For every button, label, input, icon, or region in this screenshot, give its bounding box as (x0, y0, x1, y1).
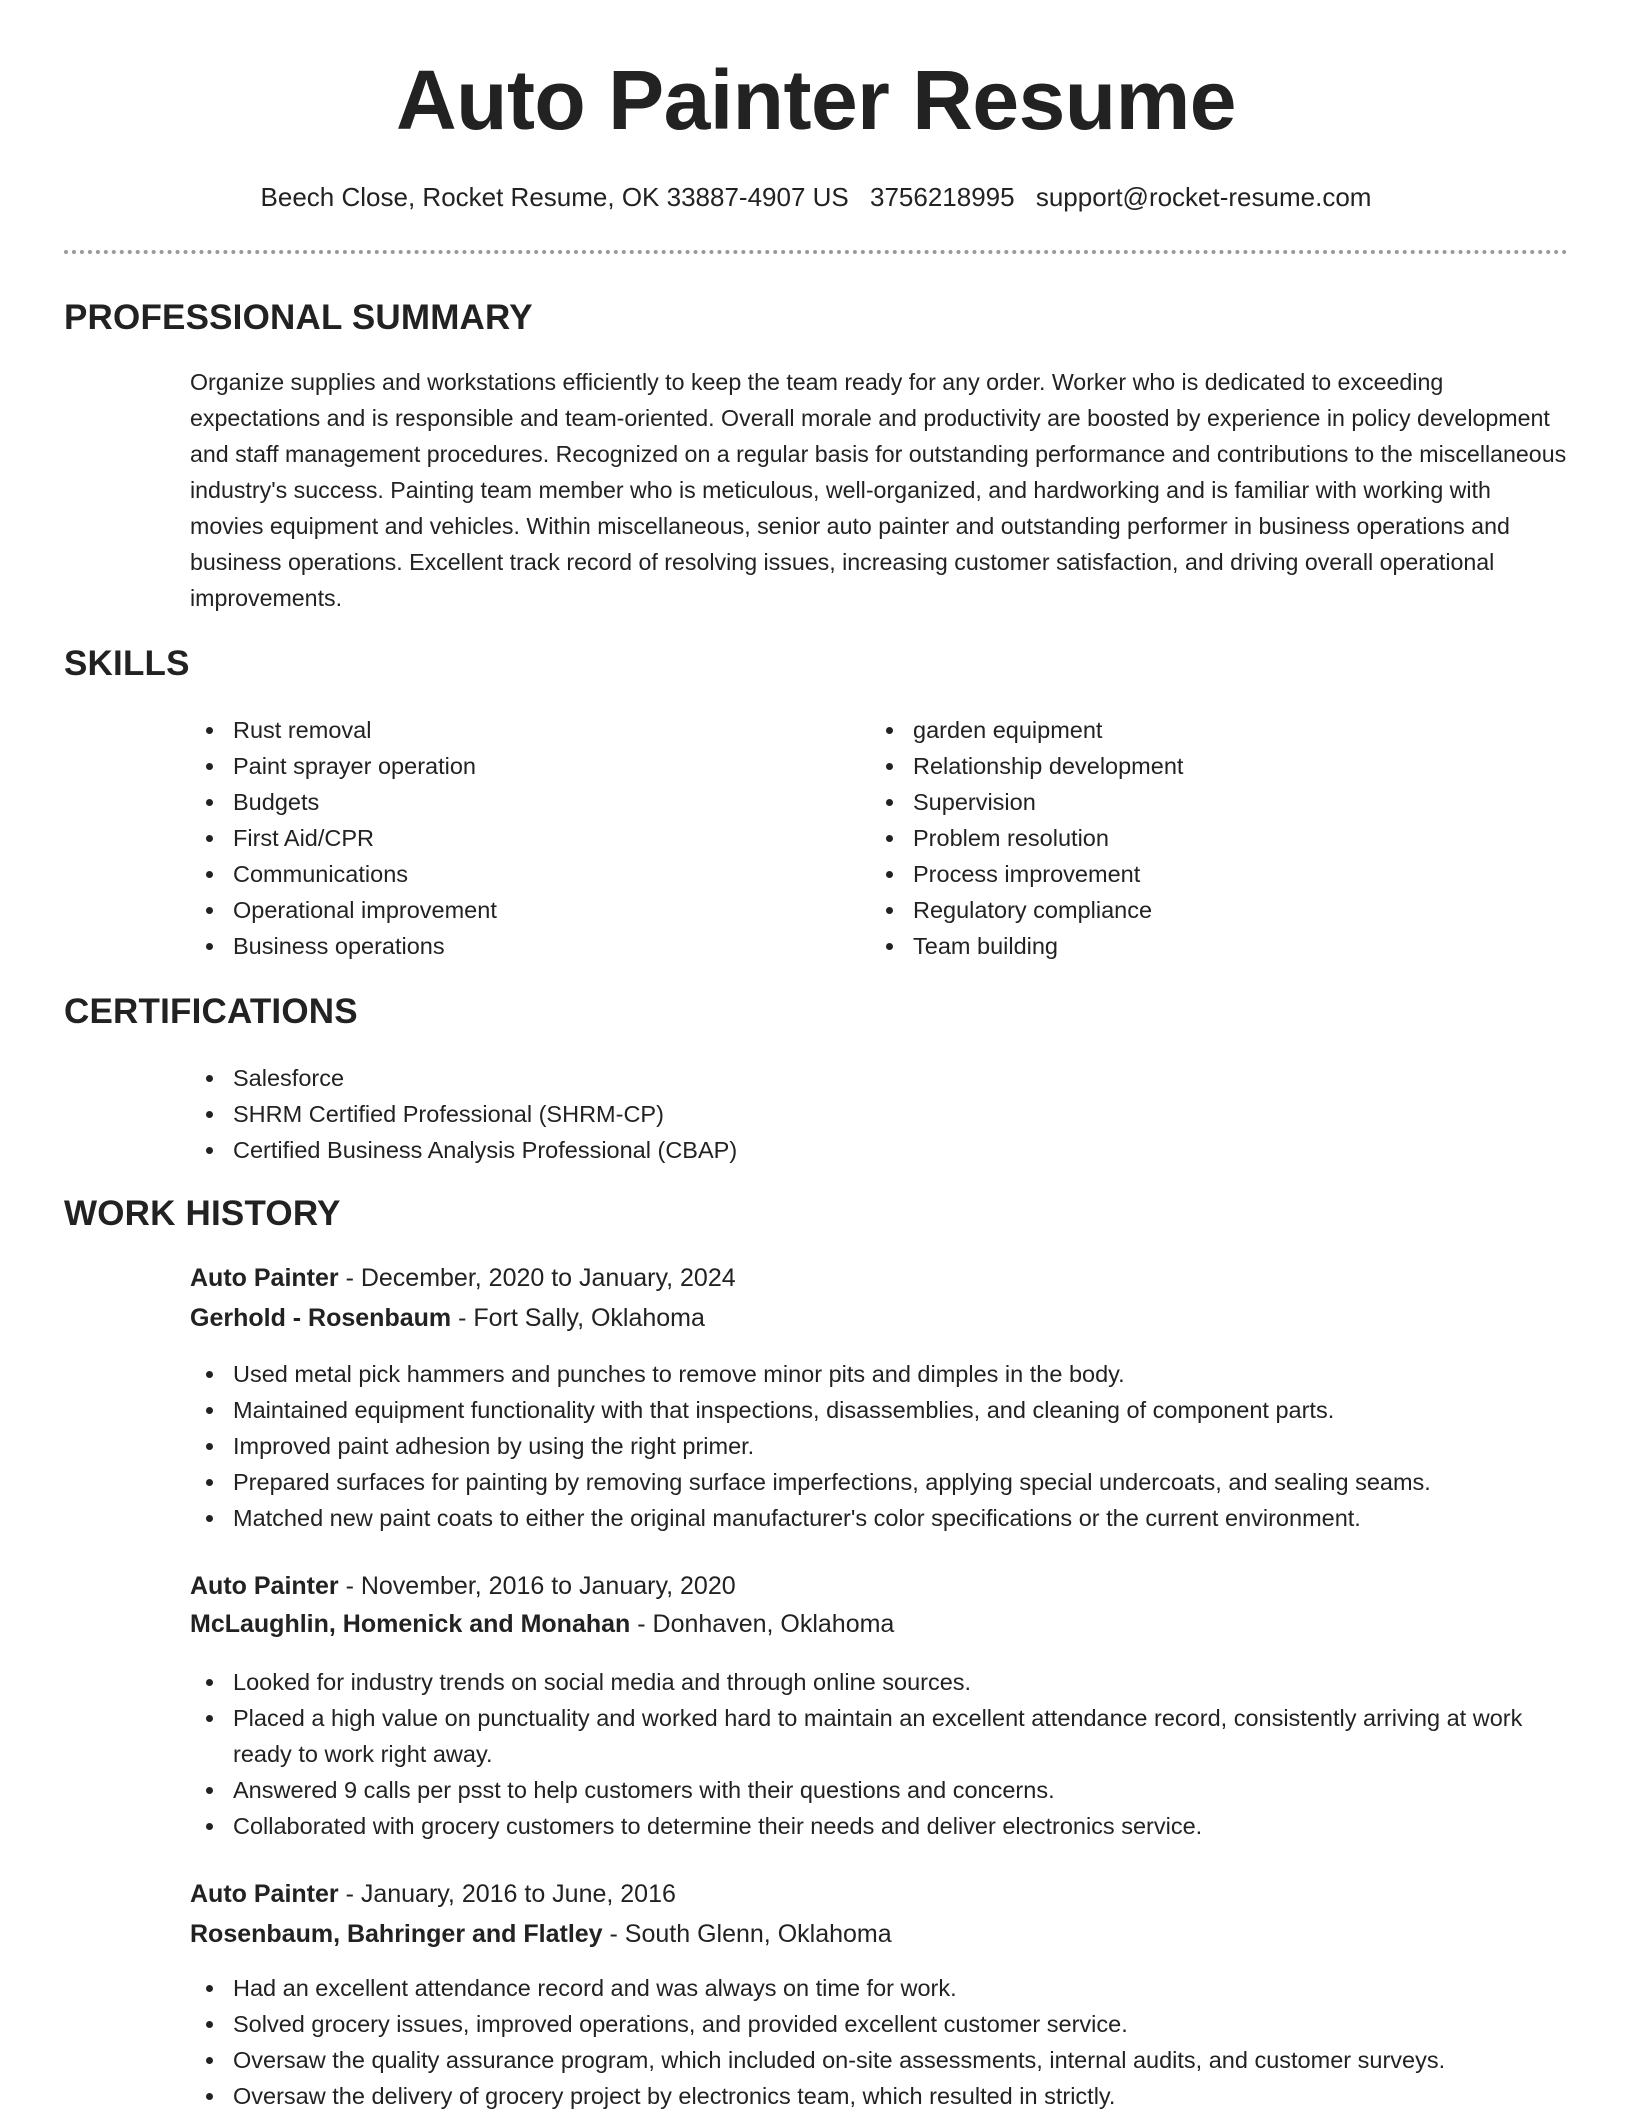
section-heading-work-history: WORK HISTORY (64, 1194, 341, 1233)
resume-title: Auto Painter Resume (395, 53, 1236, 147)
list-item: Communications (190, 856, 830, 892)
list-item: garden equipment (870, 712, 1510, 748)
list-item: Salesforce (190, 1060, 1570, 1096)
contact-line (0, 182, 1632, 213)
job-company: McLaughlin, Homenick and Monahan (190, 1610, 631, 1638)
list-item: Relationship development (870, 748, 1510, 784)
contact-address: Beech Close, Rocket Resume, OK 33887-4907 US (260, 182, 849, 212)
list-item: Had an excellent attendance record and was always on time for work. (190, 1970, 1570, 2006)
list-item: First Aid/CPR (190, 820, 830, 856)
certifications-list (190, 1060, 1570, 1168)
section-heading-skills: SKILLS (64, 644, 190, 683)
job-company-line (190, 1610, 894, 1639)
job-bullets (190, 1664, 1570, 1844)
list-item: Maintained equipment functionality with that inspections, disassemblies, and cleaning of component parts. (190, 1392, 1570, 1428)
list-item: Improved paint adhesion by using the right primer. (190, 1428, 1570, 1464)
job-dates: - December, 2020 to January, 2024 (338, 1264, 736, 1292)
list-item: Team building (870, 928, 1510, 964)
list-item: Process improvement (870, 856, 1510, 892)
list-item: Looked for industry trends on social media and through online sources. (190, 1664, 1570, 1700)
contact-phone: 3756218995 (869, 182, 1015, 212)
job-company: Gerhold - Rosenbaum (190, 1304, 452, 1332)
list-item: Solved grocery issues, improved operations, and provided excellent customer service. (190, 2006, 1570, 2042)
list-item: Operational improvement (190, 892, 830, 928)
list-item: Regulatory compliance (870, 892, 1510, 928)
job-company: Rosenbaum, Bahringer and Flatley (190, 1920, 603, 1948)
list-item: Supervision (870, 784, 1510, 820)
job-bullets (190, 1970, 1570, 2114)
list-item: Budgets (190, 784, 830, 820)
contact-email: support@rocket-resume.com (1035, 182, 1372, 212)
job-title-line (190, 1264, 736, 1293)
skills-list-left (190, 712, 830, 964)
job-bullets (190, 1356, 1570, 1536)
list-item: Business operations (190, 928, 830, 964)
section-heading-summary: PROFESSIONAL SUMMARY (64, 298, 533, 337)
job-title: Auto Painter (190, 1572, 339, 1600)
job-dates: - November, 2016 to January, 2020 (338, 1572, 736, 1600)
job-title: Auto Painter (190, 1880, 339, 1908)
job-title-line (190, 1572, 736, 1601)
list-item: Matched new paint coats to either the original manufacturer's color specifications or the current environment. (190, 1500, 1570, 1536)
list-item: Paint sprayer operation (190, 748, 830, 784)
list-item: Certified Business Analysis Professional (CBAP) (190, 1132, 1570, 1168)
section-heading-certifications: CERTIFICATIONS (64, 992, 358, 1031)
job-location: - Fort Sally, Oklahoma (451, 1304, 705, 1332)
list-item: Oversaw the quality assurance program, which included on-site assessments, internal audits, and customer surveys. (190, 2042, 1570, 2078)
job-company-line (190, 1920, 892, 1949)
skills-list-right (870, 712, 1510, 964)
job-location: - South Glenn, Oklahoma (602, 1920, 892, 1948)
header-divider (64, 250, 1568, 254)
list-item: Placed a high value on punctuality and worked hard to maintain an excellent attendance record, consistently arriving at work ready to work right away. (190, 1700, 1570, 1772)
list-item: SHRM Certified Professional (SHRM-CP) (190, 1096, 1570, 1132)
job-dates: - January, 2016 to June, 2016 (338, 1880, 676, 1908)
list-item: Collaborated with grocery customers to determine their needs and deliver electronics service. (190, 1808, 1570, 1844)
list-item: Rust removal (190, 712, 830, 748)
job-title-line (190, 1880, 676, 1909)
list-item: Used metal pick hammers and punches to remove minor pits and dimples in the body. (190, 1356, 1570, 1392)
list-item: Oversaw the delivery of grocery project by electronics team, which resulted in strictly. (190, 2078, 1570, 2114)
job-company-line (190, 1304, 705, 1333)
list-item: Prepared surfaces for painting by removing surface imperfections, applying special undercoats, and sealing seams. (190, 1464, 1570, 1500)
list-item: Answered 9 calls per psst to help customers with their questions and concerns. (190, 1772, 1570, 1808)
list-item: Problem resolution (870, 820, 1510, 856)
job-location: - Donhaven, Oklahoma (630, 1610, 895, 1638)
job-title: Auto Painter (190, 1264, 339, 1292)
summary-text: Organize supplies and workstations efficiently to keep the team ready for any order. Worker who is dedicated to exceeding expectations and is responsible and team-oriented. Overall morale and productivity are boosted by experience in policy development and staff management procedures. Recognized on a regular basis for outstanding performance and contributions to the miscellaneous industry's success. Painting team member who is meticulous, well-organized, and hardworking and is familiar with working with movies equipment and vehicles. Within miscellaneous, senior auto painter and outstanding performer in business operations and business operations. Excellent track record of resolving issues, increasing customer satisfaction, and driving overall operational improvements. (190, 369, 1567, 611)
